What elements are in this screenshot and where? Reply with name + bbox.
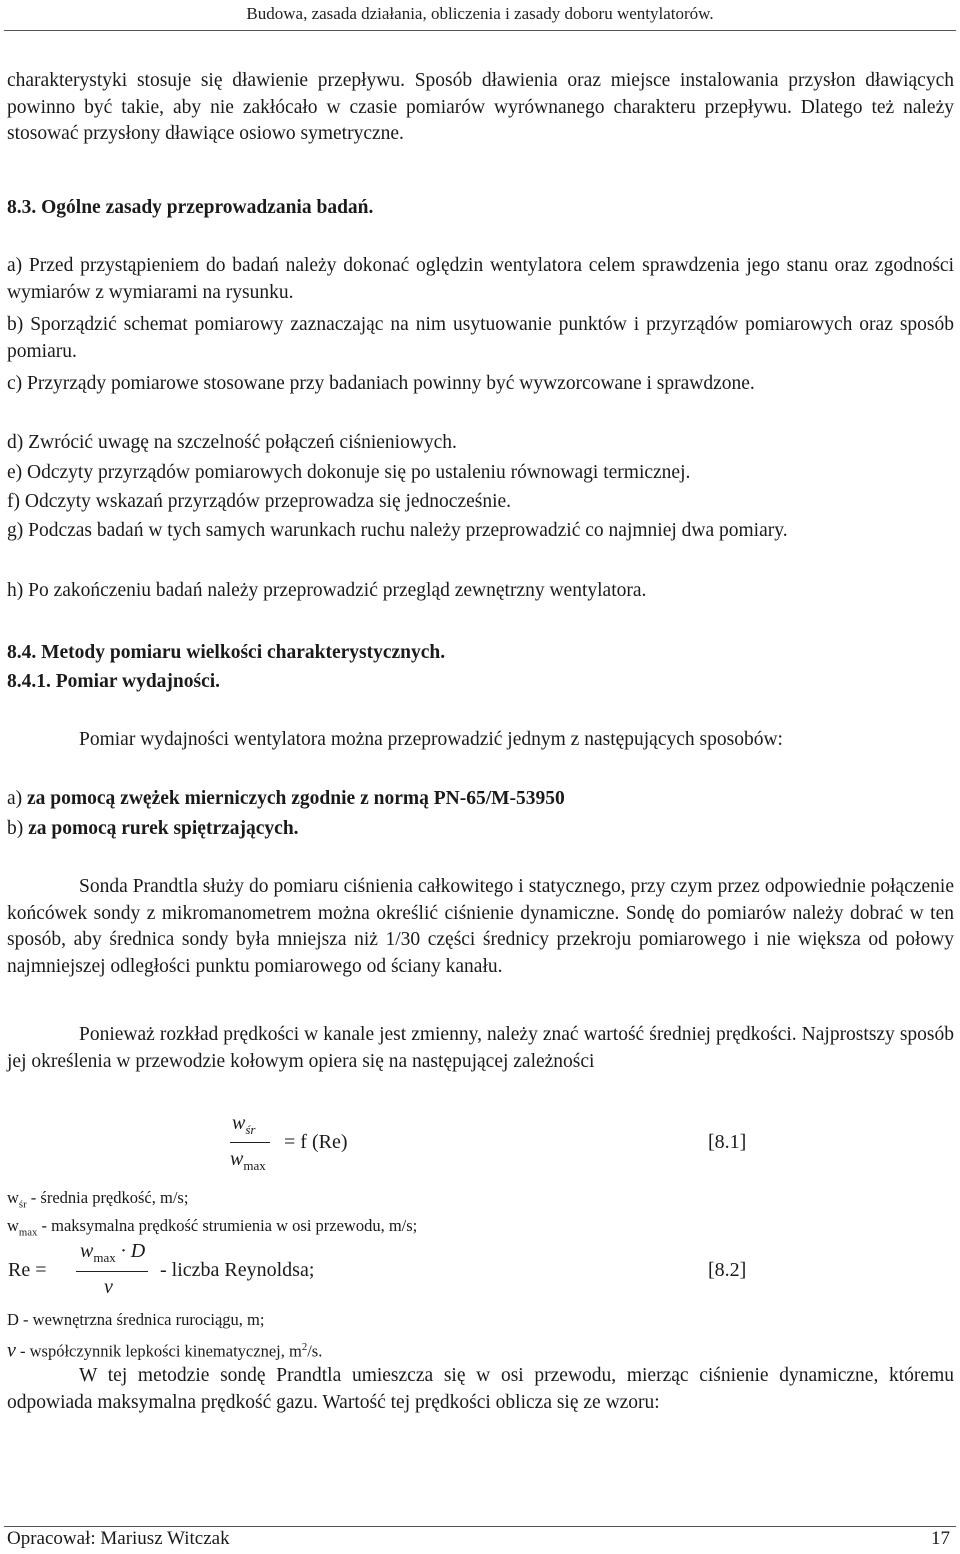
list-item: f) Odczyty wskazań przyrządów przeprowadza się jednocześnie. [7, 491, 512, 512]
method-a-text: za pomocą zwężek mierniczych zgodnie z normą PN-65/M-53950 [27, 788, 565, 809]
eq-8-2-fraction-bar [76, 1271, 148, 1272]
method-b [7, 816, 299, 842]
intro-paragraph: charakterystyki stosuje się dławienie przepływu. Sposób dławienia oraz miejsce instalowania przysłon dławiących powinno być takie, aby nie zakłócało w czasie pomiarów wyrównanego charakteru przepływu. Dlatego też należy stosować przysłony dławiące osiowo symetryczne. [7, 70, 954, 144]
eq-8-1-label: [8.1] [708, 1131, 747, 1153]
eq-8-2-denominator: ν [104, 1276, 113, 1298]
eq-8-1-numerator: $w_{śr}$ [232, 1112, 256, 1137]
page-number: 17 [931, 1528, 950, 1549]
method-a-prefix: a) [7, 788, 28, 809]
definition-wmax: $w_{max}$ - maksymalna prędkość strumienia w osi przewodu, m/s; [7, 1216, 418, 1239]
header-divider [4, 30, 956, 31]
section-8-4-1-heading: 8.4.1. Pomiar wydajności. [7, 671, 221, 692]
definition-wsr: $w_{śr}$ - średnia prędkość, m/s; [7, 1188, 189, 1211]
list-item: d) Zwrócić uwagę na szczelność połączeń ciśnieniowych. [7, 432, 457, 453]
section-8-3-heading: 8.3. Ogólne zasady przeprowadzania badań. [7, 197, 374, 218]
footer-author: Opracował: Mariusz Witczak [7, 1528, 230, 1549]
methods-intro-paragraph: Pomiar wydajności wentylatora można przeprowadzić jednym z następujących sposobów: [79, 729, 783, 750]
list-item: g) Podczas badań w tych samych warunkach ruchu należy przeprowadzić co najmniej dwa pomiary. [7, 520, 788, 541]
method-b-text: za pomocą rurek spiętrzających. [28, 818, 299, 839]
list-item: e) Odczyty przyrządów pomiarowych dokonuje się po ustaleniu równowagi termicznej. [7, 462, 691, 483]
eq-8-2-lhs: Re = [8, 1259, 47, 1281]
eq-8-1-denominator: $w_{max}$ [230, 1148, 266, 1173]
eq-8-1-fraction-bar [230, 1142, 270, 1143]
footer-divider [4, 1526, 956, 1527]
velocity-paragraph: Ponieważ rozkład prędkości w kanale jest zmienny, należy znać wartość średniej prędkości. Najprostszy sposób jej określenia w przewodzie kołowym opiera się na następującej zależności [7, 1024, 954, 1072]
section-8-4-heading: 8.4. Metody pomiaru wielkości charakterystycznych. [7, 642, 446, 663]
definition-nu: ν - współczynnik lepkości kinematycznej, $m^2/s$. [7, 1339, 323, 1362]
closing-paragraph: W tej metodzie sondę Prandtla umieszcza się w osi przewodu, mierząc ciśnienie dynamiczne, któremu odpowiada maksymalna prędkość gazu. Wartość tej prędkości oblicza się ze wzoru: [7, 1365, 954, 1413]
page-header: Budowa, zasada działania, obliczenia i zasady doboru wentylatorów. [246, 4, 714, 23]
list-item: h) Po zakończeniu badań należy przeprowadzić przegląd zewnętrzny wentylatora. [7, 580, 647, 601]
eq-8-1-rhs: = f (Re) [284, 1131, 348, 1153]
method-a [7, 786, 565, 812]
method-b-prefix: b) [7, 818, 29, 839]
prandtl-paragraph: Sonda Prandtla służy do pomiaru ciśnienia całkowitego i statycznego, przy czym przez odpowiednie połączenie końcówek sondy z mikromanometrem można określić ciśnienie dynamiczne. Sondę do pomiarów należy dobrać w ten sposób, aby średnica sondy była mniejsza niż 1/30 części średnicy przekroju pomiarowego i nie większa od połowy najmniejszej odległości punktu pomiarowego od ściany kanału. [7, 876, 954, 977]
list-item: c) Przyrządy pomiarowe stosowane przy badaniach powinny być wywzorcowane i sprawdzone. [7, 373, 755, 394]
eq-8-2-numerator: $w_{max} \cdot D$ [80, 1240, 146, 1265]
eq-8-2-label: [8.2] [708, 1259, 747, 1281]
list-item: a) Przed przystąpieniem do badań należy dokonać oględzin wentylatora celem sprawdzenia jego stanu oraz zgodności wymiarów z wymiarami na rysunku. [7, 255, 954, 303]
definition-D: D - wewnętrzna średnica rurociągu, m; [7, 1310, 265, 1329]
list-item: b) Sporządzić schemat pomiarowy zaznaczając na nim usytuowanie punktów i przyrządów pomiarowych oraz sposób pomiaru. [7, 314, 954, 362]
eq-8-2-description: - liczba Reynoldsa; [160, 1259, 315, 1281]
